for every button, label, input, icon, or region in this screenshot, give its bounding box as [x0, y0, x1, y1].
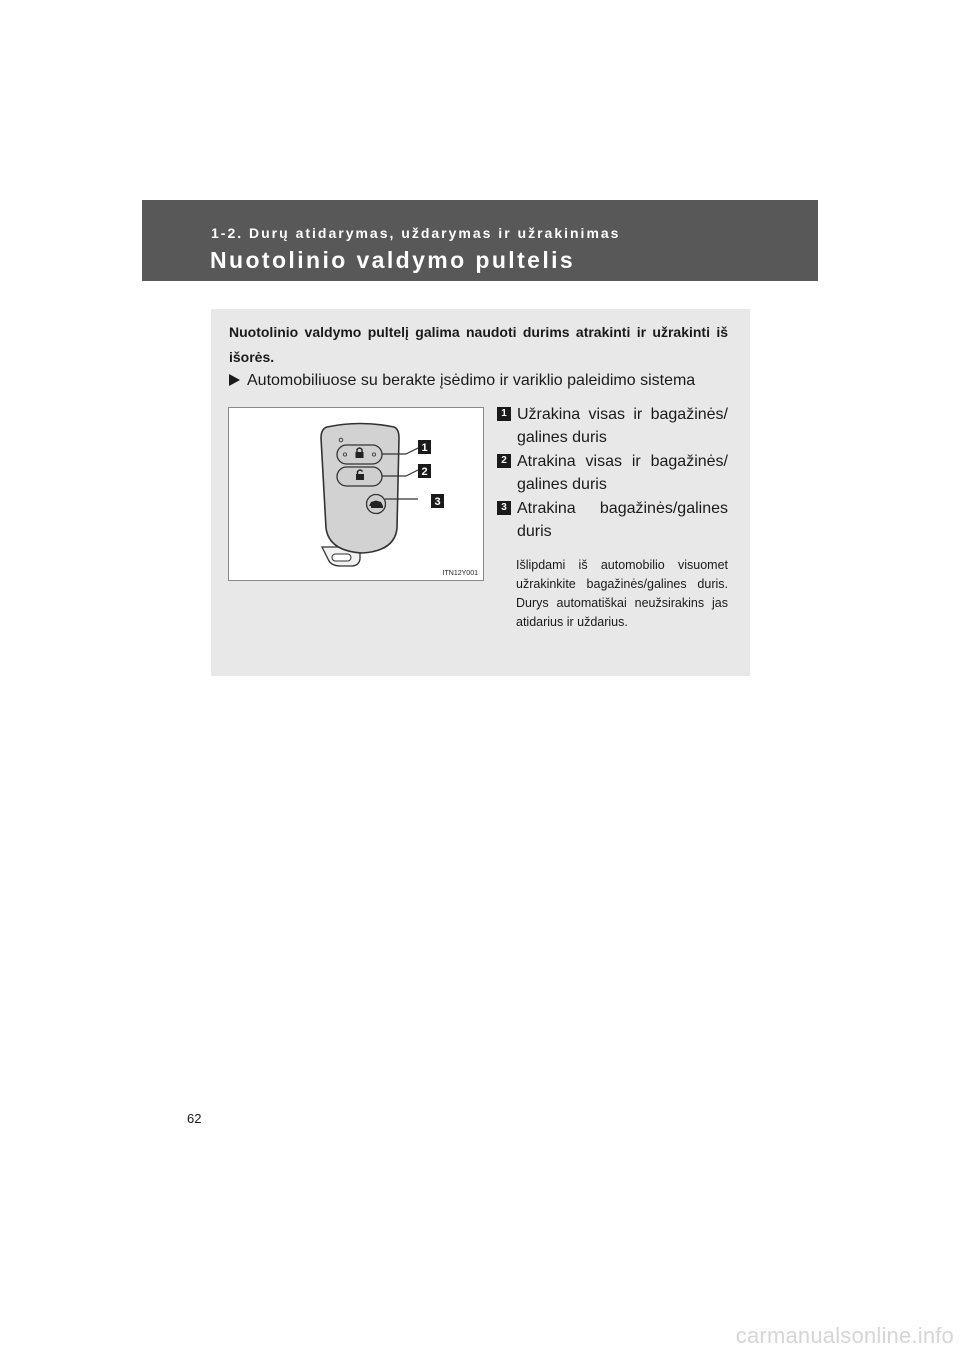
chapter-header [142, 200, 818, 281]
item-text: Užrakina visas ir bagažinės/ galines duris [517, 406, 728, 446]
item-number-badge: 2 [497, 454, 511, 468]
note-text: Išlipdami iš automobilio visuomet užrakinkite bagažinės/galines duris. Durys automatiškai neužsirakins jas atidarius ir uždarius. [516, 558, 728, 629]
svg-text:2: 2 [421, 466, 428, 478]
section-heading: 1-2. Durų atidarymas, uždarymas ir užrakinimas [211, 225, 621, 241]
key-fob-illustration [228, 407, 484, 581]
list-item [497, 403, 728, 449]
item-text: Atrakina bagažinės/galines duris [517, 500, 728, 540]
bullet-text: Automobiliuose su berakte įsėdimo ir variklio paleidimo sistema [247, 372, 696, 389]
intro-text: Nuotolinio valdymo pultelį galima naudoti durims atrakinti ir užrakinti iš išorės. [229, 324, 728, 365]
page-title: Nuotolinio valdymo pultelis [210, 247, 576, 273]
svg-text:3: 3 [434, 496, 441, 508]
list-item [497, 497, 728, 543]
item-number-badge: 1 [497, 407, 511, 421]
bullet-item [229, 372, 695, 390]
page-number: 62 [187, 1111, 202, 1126]
watermark: carmanualsonline.info [735, 1323, 954, 1348]
key-fob-icon [229, 408, 483, 580]
arrow-bullet-icon [229, 374, 240, 386]
figure-code: ITN12Y001 [442, 570, 478, 577]
list-item [497, 450, 728, 496]
item-number-badge: 3 [497, 501, 511, 515]
item-text: Atrakina visas ir bagažinės/ galines duris [517, 453, 728, 493]
svg-text:1: 1 [421, 442, 428, 454]
